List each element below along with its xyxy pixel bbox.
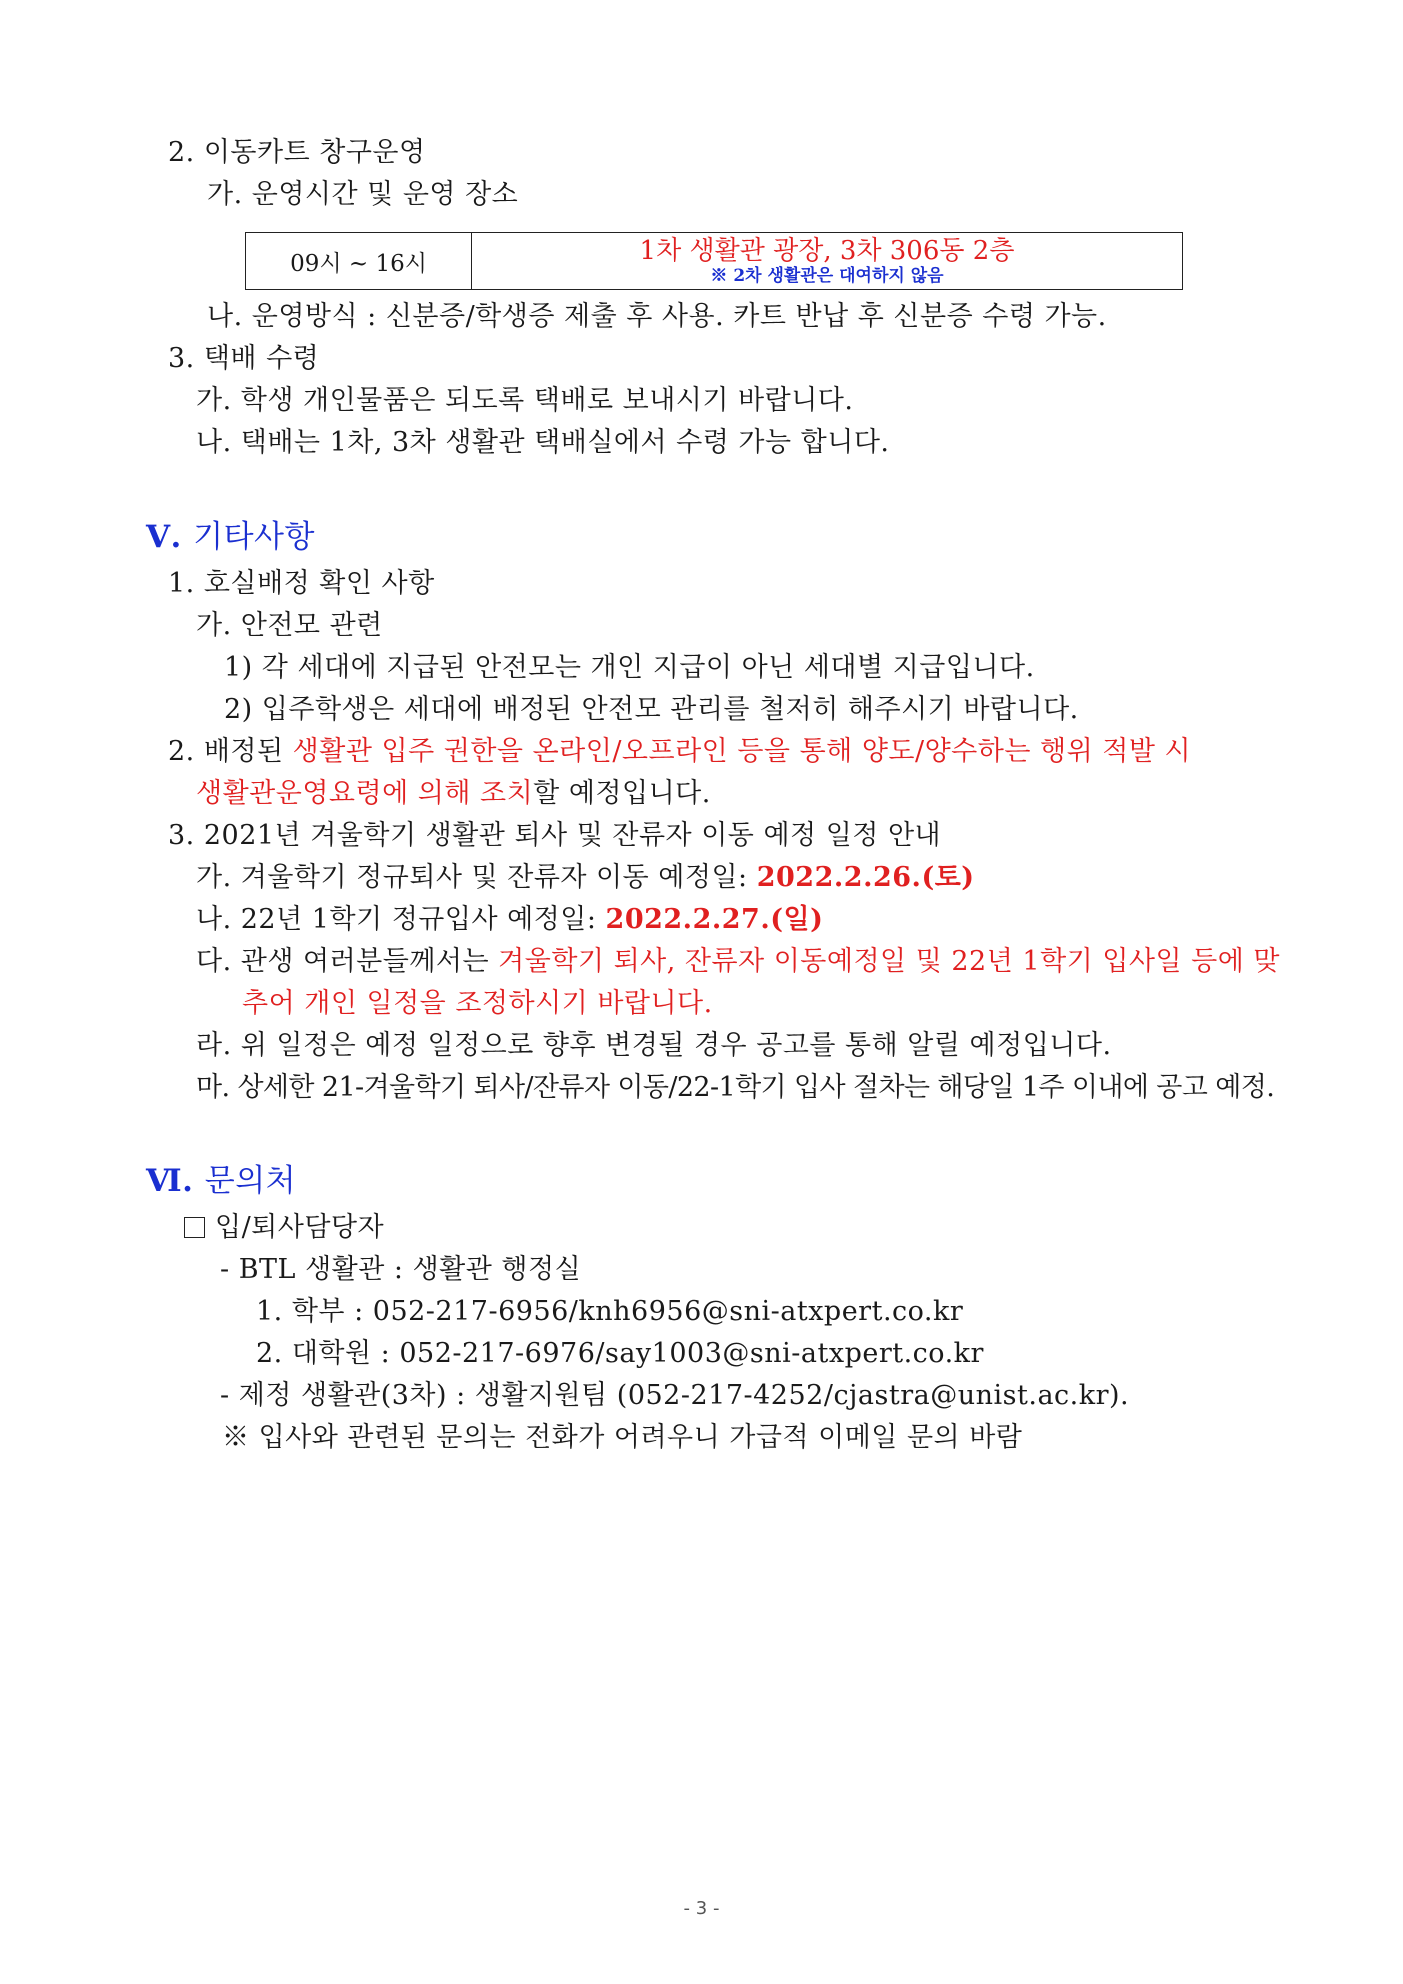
schedule-time: 09시 ~ 16시 (246, 233, 472, 290)
contact-grad: 2. 대학원 : 052-217-6976/say1003@sni-atxpert.co.kr (256, 1338, 984, 1369)
section-2-ga: 가. 운영시간 및 운영 장소 (207, 179, 519, 210)
schedule-table (245, 232, 1183, 290)
section-v-number: Ⅴ. (146, 519, 182, 555)
contact-note: ※ 입사와 관련된 문의는 전화가 어려우니 가급적 이메일 문의 바람 (222, 1422, 1023, 1453)
v-item-3-ga (196, 861, 975, 895)
v-item-1-p1: 1) 각 세대에 지급된 안전모는 개인 지급이 아닌 세대별 지급입니다. (224, 652, 1035, 683)
checkbox-square-icon (184, 1217, 205, 1238)
v-item-2-suffix: 할 예정입니다. (533, 778, 711, 809)
v-item-3-da-text: 다. 관생 여러분들께서는 (196, 946, 499, 977)
v-item-2-line1 (168, 735, 1191, 769)
section-2-na: 나. 운영방식 : 신분증/학생증 제출 후 사용. 카트 반납 후 신분증 수령 가능. (207, 301, 1107, 332)
section-vi-title (146, 1164, 296, 1198)
v-item-2-prefix: 2. 배정된 (168, 736, 293, 767)
schedule-location: 1차 생활관 광장, 3차 306동 2층 (639, 236, 1015, 266)
v-item-3-da-line1 (196, 945, 1280, 979)
contact-dorm3: - 제정 생활관(3차) : 생활지원팀 (052-217-4252/cjastra@unist.ac.kr). (220, 1380, 1130, 1411)
contact-undergrad: 1. 학부 : 052-217-6956/knh6956@sni-atxpert.co.kr (256, 1296, 964, 1327)
schedule-note: ※ 2차 생활관은 대여하지 않음 (710, 266, 944, 286)
v-item-3-da-highlight: 겨울학기 퇴사, 잔류자 이동예정일 및 22년 1학기 입사일 등에 맞 (498, 946, 1280, 977)
contact-btl: - BTL 생활관 : 생활관 행정실 (220, 1254, 582, 1285)
v-item-3-da-line2: 추어 개인 일정을 조정하시기 바랍니다. (242, 988, 713, 1019)
v-item-1-p2: 2) 입주학생은 세대에 배정된 안전모 관리를 철저히 해주시기 바랍니다. (224, 694, 1079, 725)
contact-box-label: 입/퇴사담당자 (215, 1212, 385, 1243)
v-item-2-action: 생활관운영요령에 의해 조치 (196, 778, 534, 809)
page-number: - 3 - (683, 1898, 720, 1919)
section-v-label: 기타사항 (193, 519, 315, 555)
v-item-3-ma: 마. 상세한 21-겨울학기 퇴사/잔류자 이동/22-1학기 입사 절차는 해당일 1주 이내에 공고 예정. (196, 1072, 1275, 1103)
v-item-3-heading: 3. 2021년 겨울학기 생활관 퇴사 및 잔류자 이동 예정 일정 안내 (168, 820, 942, 851)
v-item-3-ga-date: 2022.2.26.(토) (756, 862, 975, 893)
section-v-title (146, 520, 315, 554)
section-3-na: 나. 택배는 1차, 3차 생활관 택배실에서 수령 가능 합니다. (196, 427, 890, 458)
v-item-3-ga-text: 가. 겨울학기 정규퇴사 및 잔류자 이동 예정일: (196, 862, 757, 893)
section-3-heading: 3. 택배 수령 (168, 343, 320, 374)
v-item-3-na (196, 903, 823, 937)
section-vi-number: Ⅵ. (146, 1163, 194, 1199)
v-item-3-ra: 라. 위 일정은 예정 일정으로 향후 변경될 경우 공고를 통해 알릴 예정입니다. (196, 1030, 1112, 1061)
v-item-3-na-date: 2022.2.27.(일) (605, 904, 824, 935)
v-item-1-ga: 가. 안전모 관련 (196, 610, 383, 641)
section-3-ga: 가. 학생 개인물품은 되도록 택배로 보내시기 바랍니다. (196, 385, 854, 416)
section-vi-label: 문의처 (204, 1163, 297, 1199)
schedule-location-cell (472, 233, 1183, 290)
v-item-2-warning: 생활관 입주 권한을 온라인/오프라인 등을 통해 양도/양수하는 행위 적발 시 (292, 736, 1192, 767)
v-item-3-na-text: 나. 22년 1학기 정규입사 예정일: (196, 904, 606, 935)
v-item-1-heading: 1. 호실배정 확인 사항 (168, 568, 435, 599)
section-2-heading: 2. 이동카트 창구운영 (168, 137, 426, 168)
v-item-2-line2 (196, 777, 711, 811)
contact-box-heading (184, 1211, 384, 1245)
